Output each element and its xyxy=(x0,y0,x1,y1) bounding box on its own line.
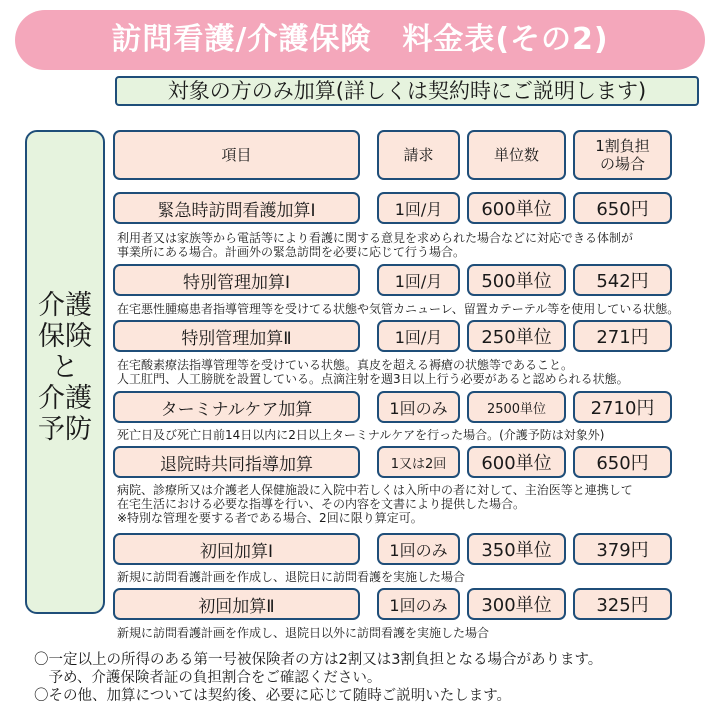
footer-note: 〇その他、加算については契約後、必要に応じて随時ご説明いたします。 xyxy=(34,688,512,704)
row-name: 初回加算Ⅰ xyxy=(113,533,360,565)
row-charge: 650円 xyxy=(573,192,672,224)
row-billing: 1回のみ xyxy=(377,588,460,620)
row-billing: 1回/月 xyxy=(377,320,460,352)
category-label xyxy=(27,290,103,445)
row-charge: 650円 xyxy=(573,446,672,478)
row-name: 特別管理加算Ⅰ xyxy=(113,264,360,296)
row-description: 病院、診療所又は介護老人保健施設に入院中若しくは入所中の者に対して、主治医等と連携して 在宅生活における必要な指導を行い、その内容を文書により提供した場合。 ※特別な管理を要する者である場合、2回に限り算定可。 xyxy=(117,483,633,525)
row-units: 600単位 xyxy=(467,446,566,478)
row-units: 2500単位 xyxy=(467,391,566,423)
footer-note: 〇一定以上の所得のある第一号被保険者の方は2割又は3割負担となる場合があります。 xyxy=(34,652,603,668)
row-charge: 379円 xyxy=(573,533,672,565)
row-billing: 1又は2回 xyxy=(377,446,460,478)
row-description: 利用者又は家族等から電話等により看護に関する意見を求められた場合などに対応できる体制が 事業所にある場合。計画外の緊急訪問を必要に応じて行う場合。 xyxy=(117,231,634,259)
row-charge: 325円 xyxy=(573,588,672,620)
row-name: 緊急時訪問看護加算Ⅰ xyxy=(113,192,360,224)
row-name: ターミナルケア加算 xyxy=(113,391,360,423)
footer-note: 予め、介護保険者証の負担割合をご確認ください。 xyxy=(34,670,382,686)
row-charge: 542円 xyxy=(573,264,672,296)
row-units: 350単位 xyxy=(467,533,566,565)
header-item: 項目 xyxy=(113,130,360,180)
category-line: 保険 xyxy=(38,321,92,352)
row-description: 新規に訪問看護計画を作成し、退院日以外に訪問看護を実施した場合 xyxy=(117,626,490,640)
subtitle-banner: 対象の方のみ加算(詳しくは契約時にご説明します) xyxy=(115,76,699,106)
row-name: 特別管理加算Ⅱ xyxy=(113,320,360,352)
row-billing: 1回のみ xyxy=(377,533,460,565)
row-name: 退院時共同指導加算 xyxy=(113,446,360,478)
row-name: 初回加算Ⅱ xyxy=(113,588,360,620)
header-billing: 請求 xyxy=(377,130,460,180)
row-description: 在宅酸素療法指導管理等を受けている状態。真皮を超える褥瘡の状態等であること。 人工肛門、人工膀胱を設置している。点滴注射を週3日以上行う必要があると認められる状態。 xyxy=(117,358,629,386)
header-units: 単位数 xyxy=(467,130,566,180)
row-description: 死亡日及び死亡日前14日以内に2日以上ターミナルケアを行った場合。(介護予防は対象外) xyxy=(117,428,605,442)
row-billing: 1回のみ xyxy=(377,391,460,423)
row-units: 500単位 xyxy=(467,264,566,296)
category-line: 介護 xyxy=(38,383,92,414)
row-units: 250単位 xyxy=(467,320,566,352)
row-description: 在宅悪性腫瘍患者指導管理等を受けてる状態や気管カニューレ、留置カテーテル等を使用している状態。 xyxy=(117,302,680,316)
row-billing: 1回/月 xyxy=(377,192,460,224)
row-charge: 2710円 xyxy=(573,391,672,423)
header-charge: 1割負担 の場合 xyxy=(573,130,672,180)
category-line: 予防 xyxy=(38,414,92,445)
category-line: 介護 xyxy=(38,290,92,321)
page-title: 訪問看護/介護保険 料金表(その2) xyxy=(15,10,705,70)
row-billing: 1回/月 xyxy=(377,264,460,296)
row-units: 600単位 xyxy=(467,192,566,224)
category-line: と xyxy=(51,352,79,383)
row-units: 300単位 xyxy=(467,588,566,620)
row-description: 新規に訪問看護計画を作成し、退院日に訪問看護を実施した場合 xyxy=(117,570,466,584)
category-sidebar xyxy=(25,130,105,614)
row-charge: 271円 xyxy=(573,320,672,352)
